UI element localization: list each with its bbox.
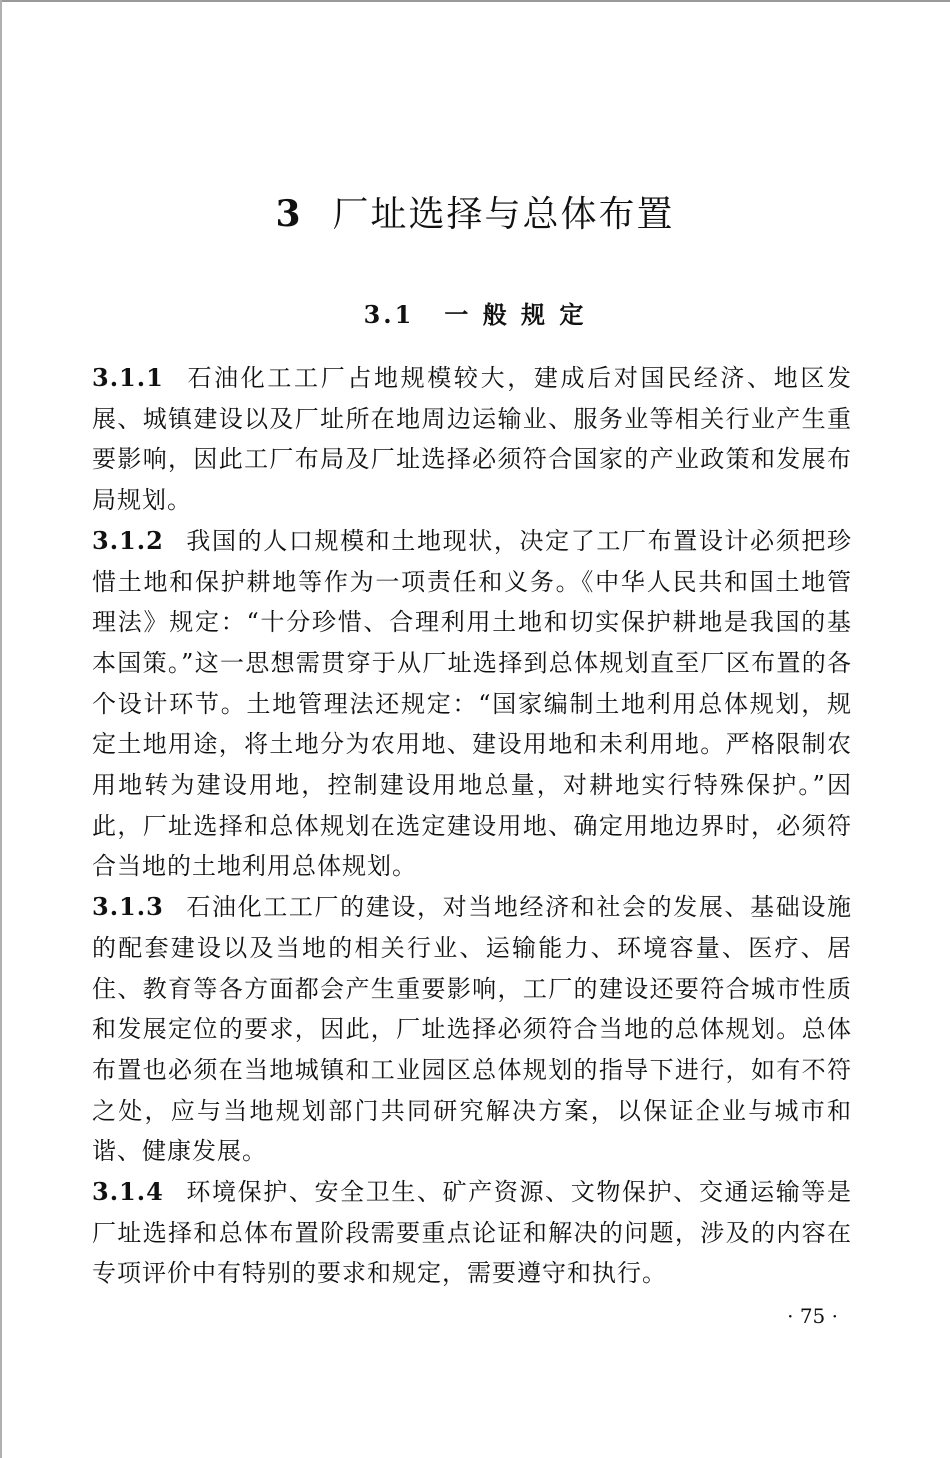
top-border-rule xyxy=(0,0,950,2)
chapter-number: 3 xyxy=(275,193,303,235)
clause-text: 石油化工工厂的建设，对当地经济和社会的发展、基础设施的配套建设以及当地的相关行业、运输能力、环境容量、医疗、居住、教育等各方面都会产生重要影响，工厂的建设还要符合城市性质和发展定位的要求，因此，厂址选择必须符合当地的总体规划。总体布置也必须在当地城镇和工业园区总体规划的指导下进行，如有不符之处，应与当地规划部门共同研究解决方案，以保证企业与城市和谐、健康发展。 xyxy=(92,893,852,1166)
clause-number: 3.1.4 xyxy=(92,1177,164,1207)
clause-text: 石油化工工厂占地规模较大，建成后对国民经济、地区发展、城镇建设以及厂址所在地周边运输业、服务业等相关行业产生重要影响，因此工厂布局及厂址选择必须符合国家的产业政策和发展布局规划。 xyxy=(92,364,852,515)
body-text xyxy=(92,358,852,1294)
section-title-text: 一 般 规 定 xyxy=(444,300,587,329)
clause-number: 3.1.1 xyxy=(92,363,164,392)
section-title xyxy=(0,295,950,330)
clause-3-1-2 xyxy=(92,521,852,887)
clause-text: 我国的人口规模和土地现状，决定了工厂布置设计必须把珍惜土地和保护耕地等作为一项责任和义务。《中华人民共和国土地管理法》规定：“十分珍惜、合理利用土地和切实保护耕地是我国的基本国策。”这一思想需贯穿于从厂址选择到总体规划直至厂区布置的各个设计环节。土地管理法还规定：“国家编制土地利用总体规划，规定土地用途，将土地分为农用地、建设用地和未利用地。严格限制农用地转为建设用地，控制建设用地总量，对耕地实行特殊保护。”因此，厂址选择和总体规划在选定建设用地、确定用地边界时，必须符合当地的土地利用总体规划。 xyxy=(92,526,852,881)
clause-3-1-1 xyxy=(92,358,852,521)
section-number: 3.1 xyxy=(363,300,415,329)
clause-text: 环境保护、安全卫生、矿产资源、文物保护、交通运输等是厂址选择和总体布置阶段需要重点论证和解决的问题，涉及的内容在专项评价中有特别的要求和规定，需要遵守和执行。 xyxy=(92,1178,852,1288)
chapter-title xyxy=(0,186,950,237)
clause-3-1-4 xyxy=(92,1172,852,1294)
chapter-title-text: 厂址选择与总体布置 xyxy=(332,194,675,235)
clause-number: 3.1.2 xyxy=(92,525,164,555)
page-number: · 75 · xyxy=(787,1304,838,1328)
clause-number: 3.1.3 xyxy=(92,892,164,922)
clause-3-1-3 xyxy=(92,887,852,1172)
